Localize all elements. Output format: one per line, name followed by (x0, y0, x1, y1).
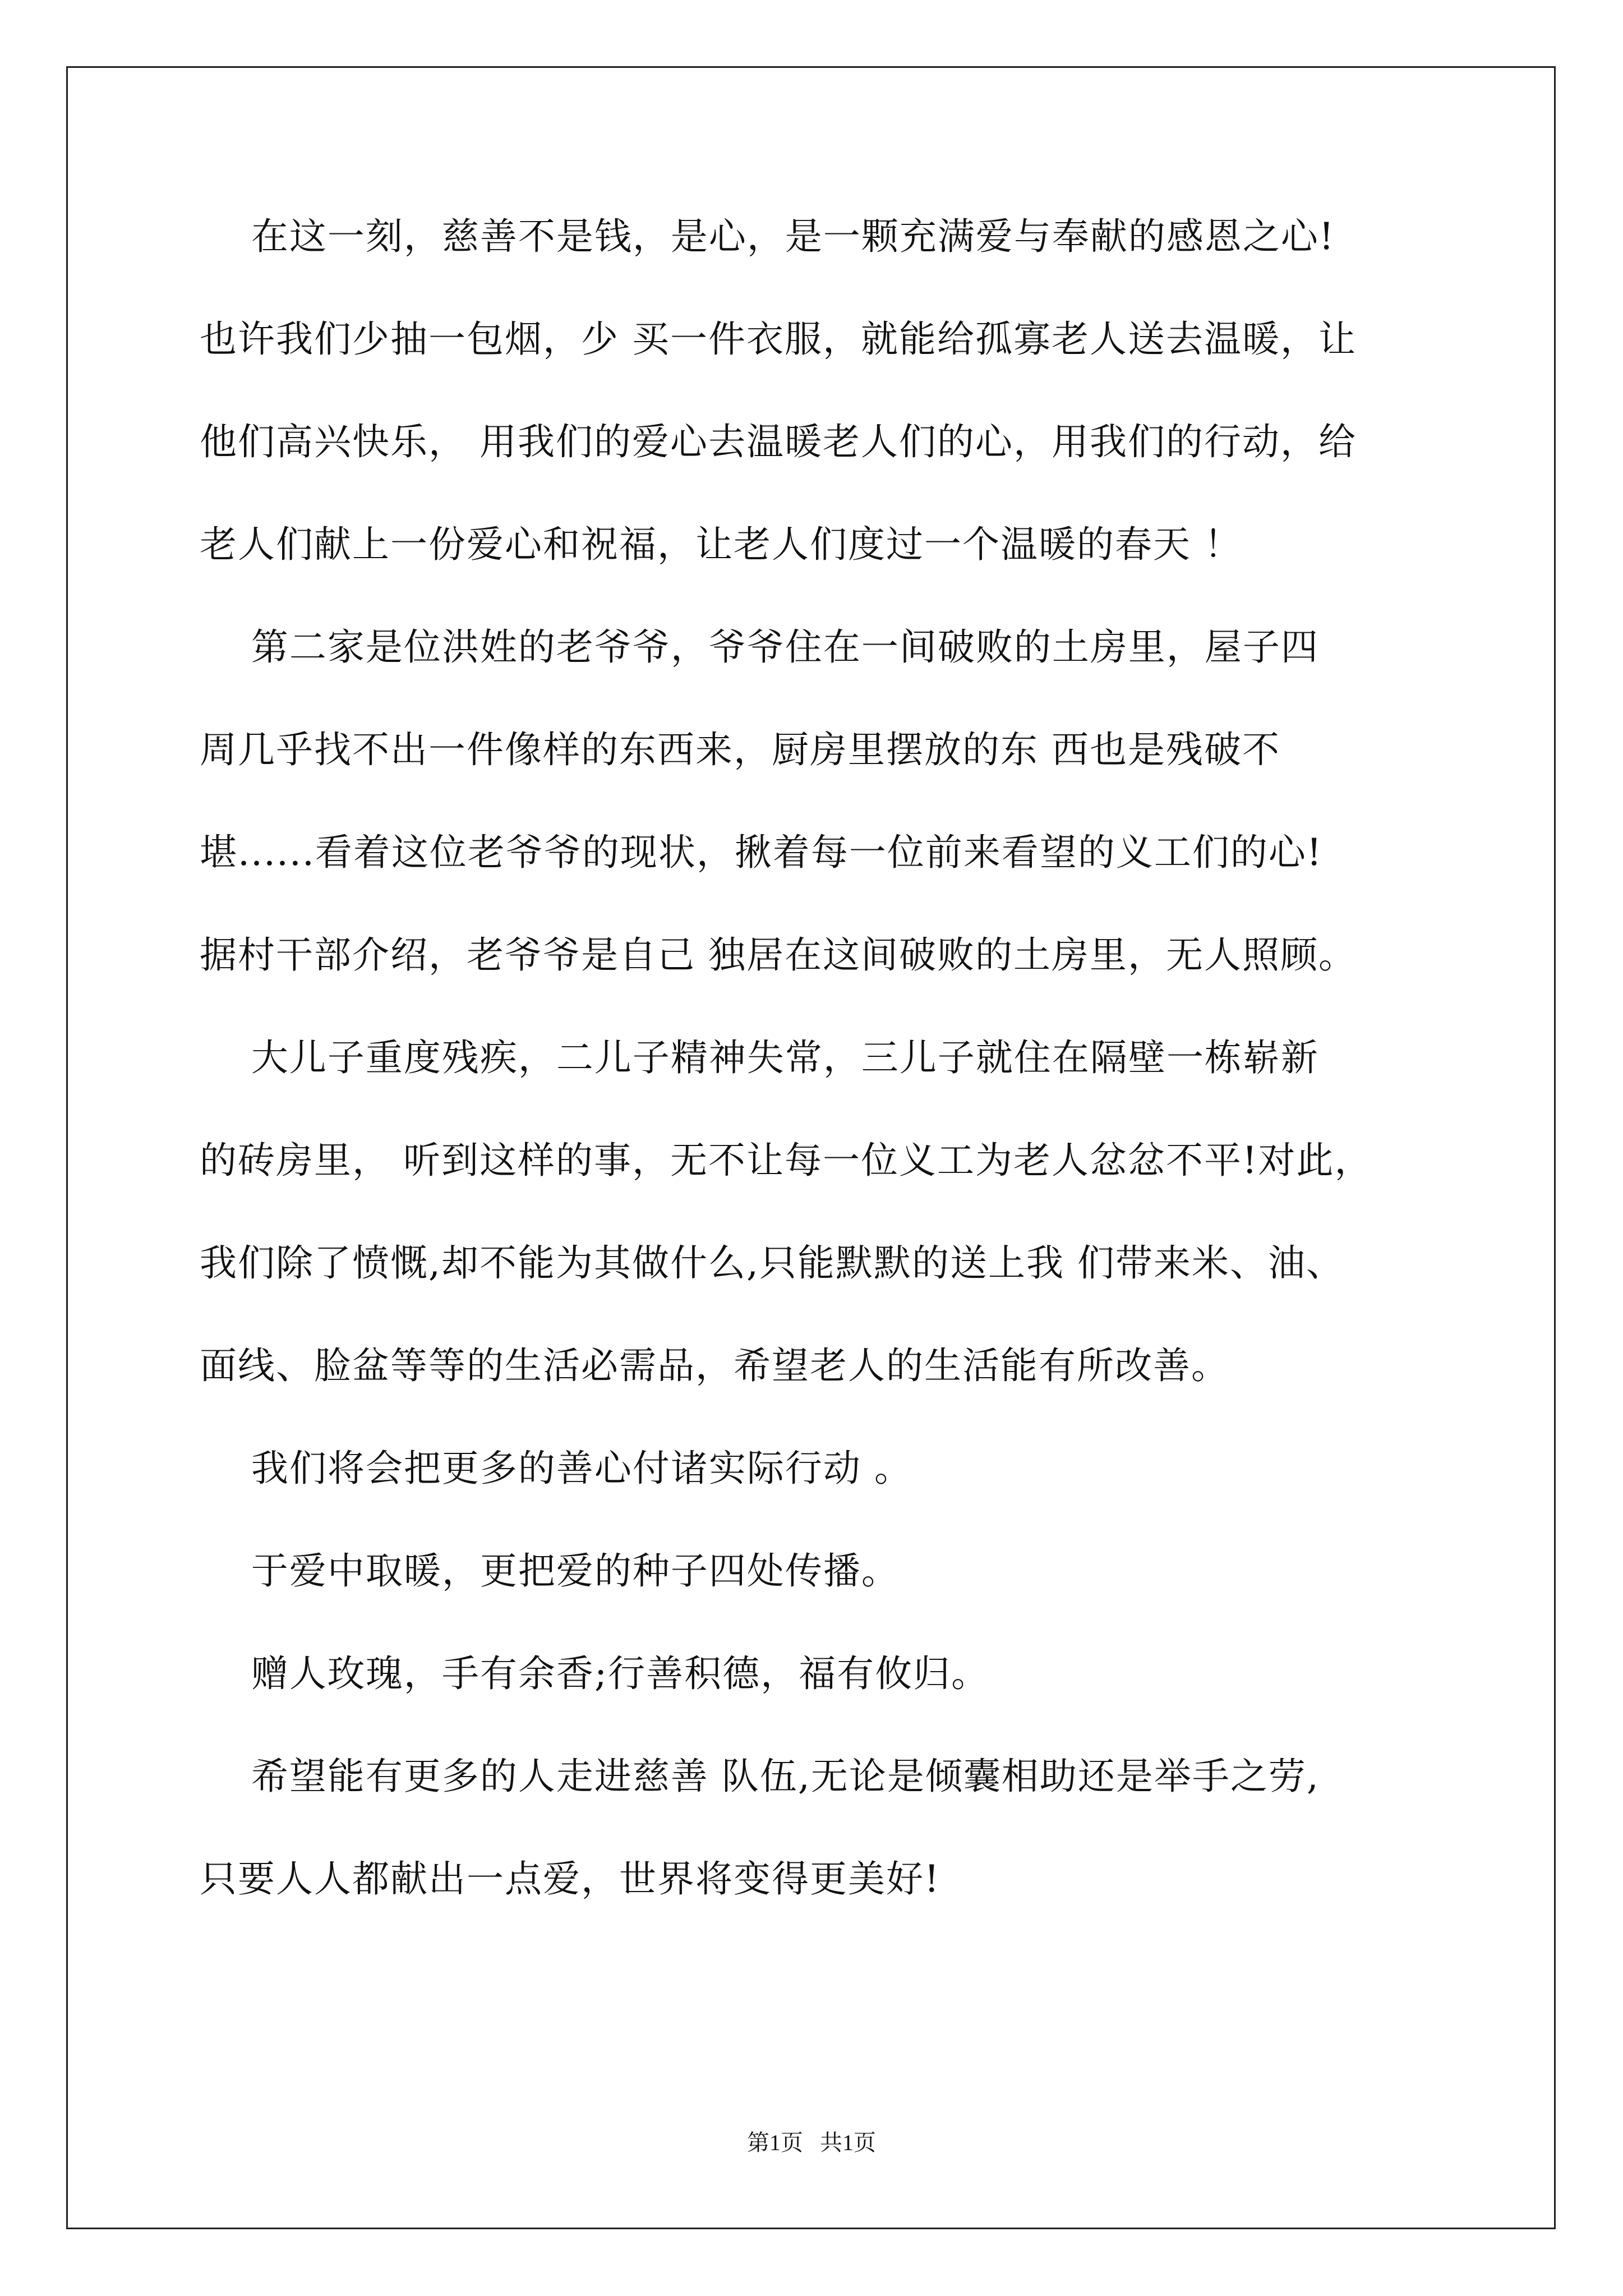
text-line: 周几乎找不出一件像样的东西来，厨房里摆放的东 西也是残破不 (200, 728, 1280, 771)
text-line: 在这一刻，慈善不是钱，是心，是一颗充满爱与奉献的感恩之心! (200, 215, 1335, 258)
text-line: 希望能有更多的人走进慈善 队伍,无论是倾囊相助还是举手之劳, (200, 1755, 1320, 1798)
text-line: 我们除了愤慨,却不能为其做什么,只能默默的送上我 们带来米、油、 (200, 1241, 1344, 1285)
text-line: 老人们献上一份爱心和祝福，让老人们度过一个温暖的春天 ！ (200, 523, 1242, 566)
text-line: 赠人玫瑰，手有余香;行善积德，福有攸归。 (200, 1652, 990, 1695)
text-line: 据村干部介绍，老爷爷是自己 独居在这间破败的土房里，无人照顾。 (200, 933, 1357, 977)
text-line: 只要人人都献出一点爱，世界将变得更美好! (200, 1857, 940, 1901)
page-footer: 第1页 共1页 (747, 2130, 876, 2155)
text-line: 也许我们少抽一包烟，少 买一件衣服，就能给孤寡老人送去温暖，让 (200, 318, 1357, 361)
text-line: 的砖房里， 听到这样的事，无不让每一位义工为老人忿忿不平!对此， (200, 1139, 1373, 1182)
text-line: 他们高兴快乐， 用我们的爱心去温暖老人们的心，用我们的行动，给 (200, 420, 1357, 463)
text-line: 面线、脸盆等等的生活必需品，希望老人的生活能有所改善。 (200, 1344, 1229, 1387)
text-line: 大儿子重度残疾，二儿子精神失常，三儿子就住在隔壁一栋崭新 (200, 1036, 1319, 1079)
text-line: 堪......看着这位老爷爷的现状，揪着每一位前来看望的义工们的心! (200, 831, 1323, 874)
text-line: 我们将会把更多的善心付诸实际行动 。 (200, 1447, 912, 1490)
document-body (200, 185, 1484, 1930)
text-line: 第二家是位洪姓的老爷爷，爷爷住在一间破败的土房里，屋子四 (200, 625, 1319, 669)
text-line: 于爱中取暖，更把爱的种子四处传播。 (200, 1549, 900, 1593)
